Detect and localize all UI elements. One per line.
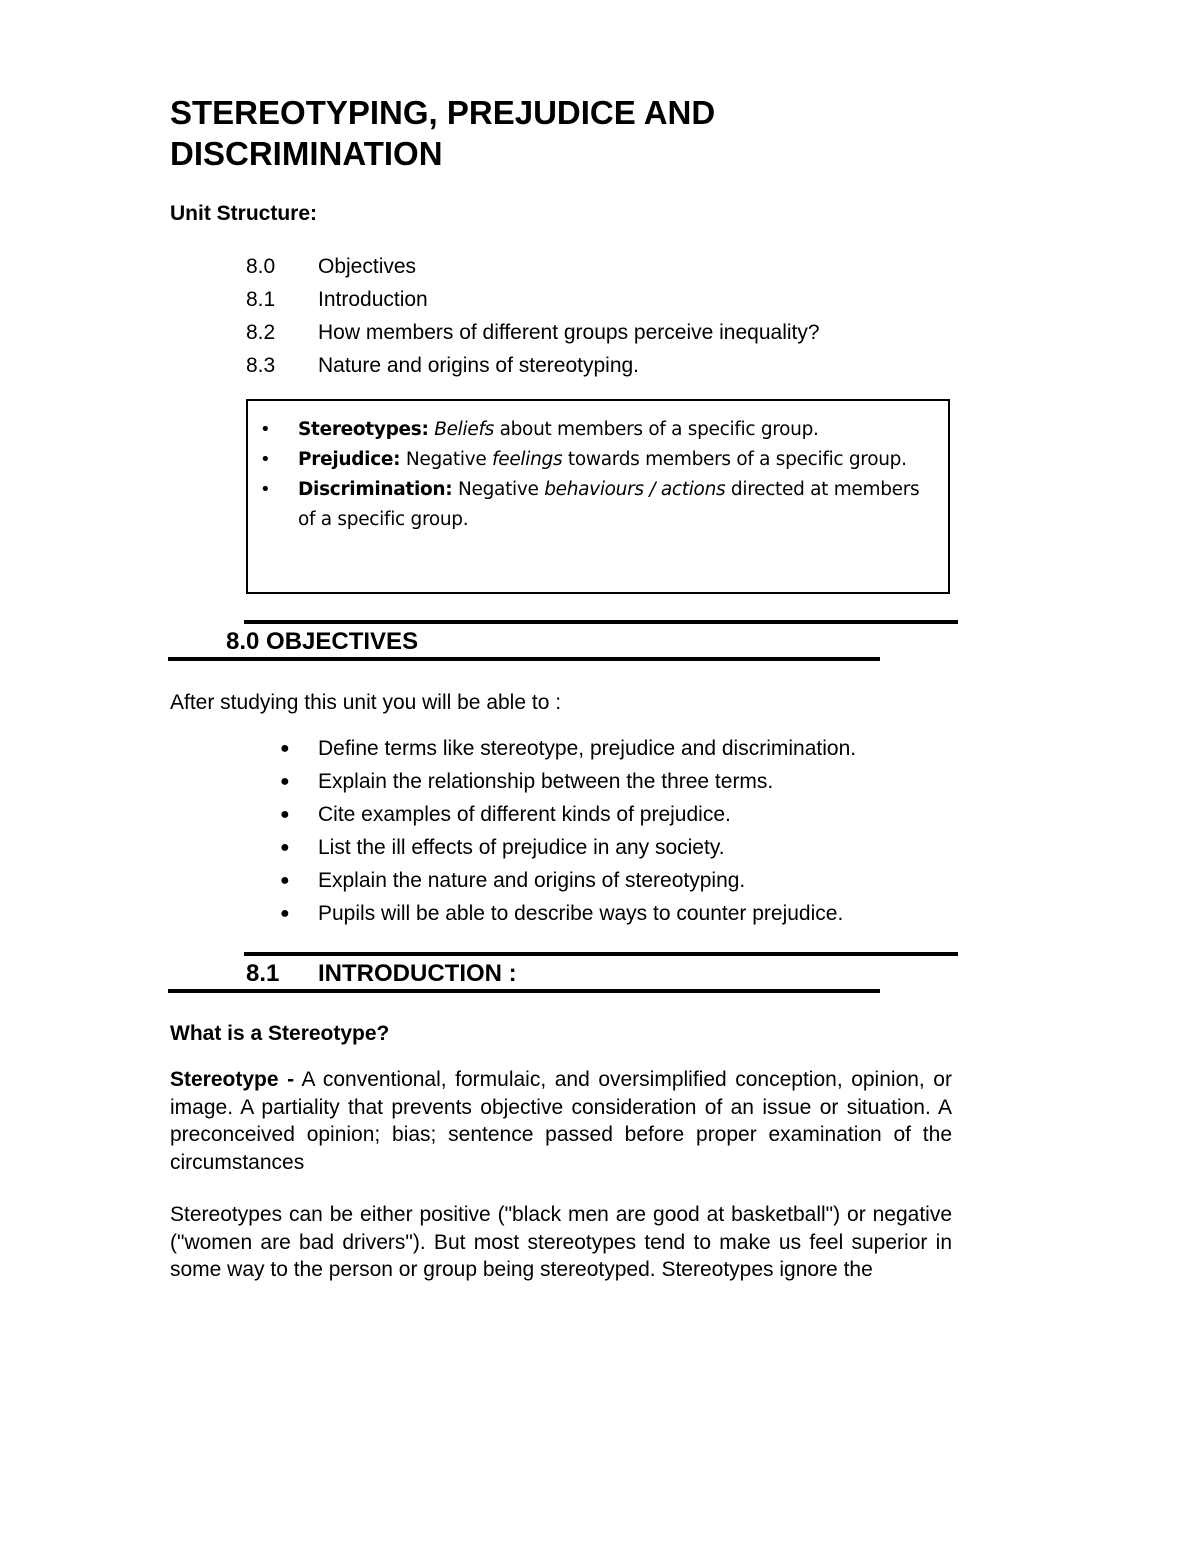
- objectives-list: [280, 732, 856, 930]
- definition-term: Discrimination:: [298, 479, 453, 500]
- definition-text: Discrimination: Negative behaviours / actions directed at members of a specific group.: [298, 479, 920, 530]
- objectives-intro: After studying this unit you will be able to :: [170, 691, 562, 714]
- bullet-icon: •: [260, 479, 271, 500]
- toc-item-number: 8.1: [246, 288, 276, 311]
- definition-item: [260, 415, 920, 445]
- section-rule-top: [244, 952, 958, 956]
- section-rule-bottom: [168, 657, 880, 661]
- toc-item-text: Objectives: [318, 255, 417, 278]
- toc-item-text: Nature and origins of stereotyping.: [318, 354, 640, 377]
- document-title: STEREOTYPING, PREJUDICE AND DISCRIMINATION: [170, 94, 716, 172]
- objective-item: [280, 732, 856, 765]
- objective-text: Explain the nature and origins of stereotyping.: [318, 869, 746, 892]
- toc-item-number: 8.2: [246, 321, 276, 344]
- definition-emphasis: feelings: [492, 449, 563, 470]
- toc-item-text: How members of different groups perceive inequality?: [318, 321, 820, 344]
- toc-item: [246, 349, 820, 382]
- toc-item-text: Introduction: [318, 288, 428, 311]
- stereotype-examples-paragraph: Stereotypes can be either positive ("black men are good at basketball") or negative ("women are bad drivers"). But most stereotypes tend to make us feel superior in some way to the person or group being stereotyped. Stereotypes ignore the: [170, 1203, 952, 1281]
- bullet-icon: ●: [280, 740, 290, 757]
- bullet-icon: ●: [280, 905, 290, 922]
- objective-item: [280, 798, 856, 831]
- bullet-icon: ●: [280, 773, 290, 790]
- bullet-icon: ●: [280, 839, 290, 856]
- objective-item: [280, 897, 856, 930]
- definitions-box: [246, 399, 950, 594]
- stereotype-subheading: What is a Stereotype?: [170, 1022, 390, 1045]
- definition-emphasis: behaviours / actions: [544, 479, 726, 500]
- definition-item: [260, 445, 920, 475]
- introduction-heading-number: 8.1: [246, 960, 280, 987]
- objective-text: Cite examples of different kinds of prejudice.: [318, 803, 731, 826]
- stereotype-definition-text: A conventional, formulaic, and oversimplified conception, opinion, or image. A partiality that prevents objective consideration of an issue or situation. A preconceived opinion; bias; sentence passed before proper examination of the circumstances: [170, 1068, 952, 1174]
- bullet-icon: ●: [280, 872, 290, 889]
- definition-term: Prejudice:: [298, 449, 401, 470]
- objectives-heading: 8.0 OBJECTIVES: [226, 628, 419, 655]
- section-rule-top: [244, 620, 958, 624]
- section-rule-bottom: [168, 989, 880, 993]
- objective-item: [280, 831, 856, 864]
- objective-text: Pupils will be able to describe ways to counter prejudice.: [318, 902, 844, 925]
- definition-emphasis: Beliefs: [434, 419, 494, 440]
- toc-item: [246, 283, 820, 316]
- bullet-icon: ●: [280, 806, 290, 823]
- objective-item: [280, 765, 856, 798]
- unit-structure-list: [246, 250, 820, 382]
- stereotype-definition-paragraph: [170, 1066, 952, 1176]
- introduction-heading: [246, 959, 517, 989]
- toc-item-number: 8.3: [246, 354, 276, 377]
- definitions-list: [260, 415, 920, 535]
- objective-text: Define terms like stereotype, prejudice and discrimination.: [318, 737, 857, 760]
- definition-text: Stereotypes: Beliefs about members of a specific group.: [298, 419, 819, 440]
- definition-text: Prejudice: Negative feelings towards members of a specific group.: [298, 449, 907, 470]
- toc-item: [246, 250, 820, 283]
- toc-item-number: 8.0: [246, 255, 276, 278]
- introduction-heading-text: INTRODUCTION :: [318, 960, 517, 987]
- unit-structure-label: Unit Structure:: [170, 202, 317, 225]
- bullet-icon: •: [260, 449, 271, 470]
- toc-item: [246, 316, 820, 349]
- objective-item: [280, 864, 856, 897]
- objective-text: Explain the relationship between the three terms.: [318, 770, 774, 793]
- objective-text: List the ill effects of prejudice in any society.: [318, 836, 725, 859]
- definition-item: [260, 475, 920, 535]
- definition-term: Stereotypes:: [298, 419, 429, 440]
- bullet-icon: •: [260, 419, 271, 440]
- stereotype-term: Stereotype -: [170, 1068, 295, 1091]
